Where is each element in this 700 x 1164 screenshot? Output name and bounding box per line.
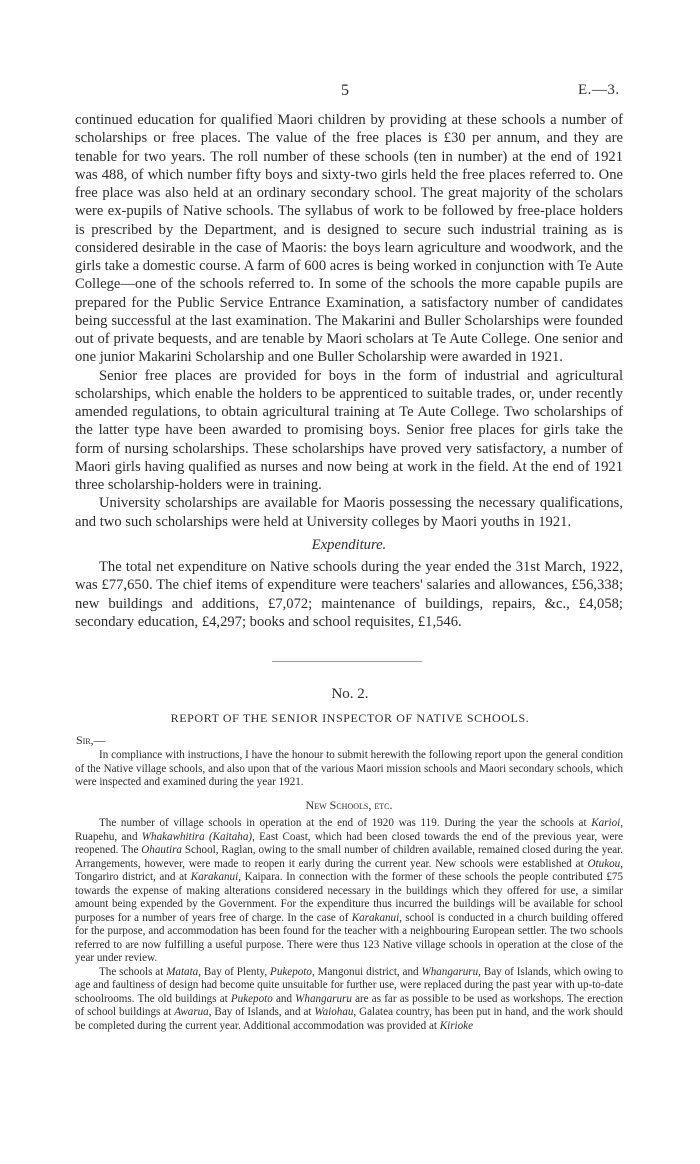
report-body xyxy=(75,749,623,1033)
italic-place-name: Karioi xyxy=(591,817,621,829)
paragraph-senior-free-places: Senior free places are provided for boys in the form of industrial and agricultural scholarships, which enable the holders to be apprenticed to suitable trades, or, under recently amended regulations, to obtain agricultural training at Te Aute College. Two scholarships of the latter type have been awarded to promising boys. Senior free places for girls take the form of nursing scholarships. These scholarships have proved very satisfactory, a number of Maori girls having qualified as nurses and now being at work in the field. At the end of 1921 three scholarship-holders were in training. xyxy=(75,367,623,493)
paragraph-university-scholarships: University scholarships are available for Maoris possessing the necessary qualifications, and two such scholarships were held at University colleges by Maori youths in 1921. xyxy=(75,495,623,530)
page-number: 5 xyxy=(341,82,349,99)
italic-place-name: Pukepoto xyxy=(230,992,273,1005)
italic-place-name: Kirioke xyxy=(439,1019,474,1032)
paragraph-replaced-schools: The schools at Matata, Bay of Plenty, Pukepoto, Mangonui district, and Whangaruru, Bay of Islands, which owing to age and faultiness of design had become quite unsuitable for further use, were replaced during the past year with up-to-date schoolrooms. The old buildings at Pukepoto and Whangaruru are as far as possible to be used as workshops. The erection of school buildings at Awarua, Bay of Islands, and at Waiohau, Galatea country, has been put in hand, and the work should be completed during the current year. Additional accommodation was provided at Kirioke xyxy=(75,965,624,1032)
paragraph-expenditure: The total net expenditure on Native schools during the year ended the 31st March, 1922, was £77,650. The chief items of expenditure were teachers' salaries and allowances, £56,338; new buildings and additions, £7,072; maintenance of buildings, repairs, &c., £4,058; secondary education, £4,297; books and school requisites, £1,546. xyxy=(75,559,623,630)
upper-section xyxy=(75,111,623,631)
paragraph-continued-education: continued education for qualified Maori children by providing at these schools a number of scholarships or free places. The value of the free places is £30 per annum, and they are tenable for two years. The roll number of these schools (ten in number) at the end of 1921 was 488, of which number fifty boys and sixty-two girls held the free places referred to. One free place was also held at an ordinary secondary school. The great majority of the scholars were ex-pupils of Native schools. The syllabus of work to be followed by free-place holders is prescribed by the Department, and is designed to secure such industrial training as is considered desirable in the case of Maoris: the boys learn agriculture and woodwork, and the girls take a domestic course. A farm of 600 acres is being worked in conjunction with Te Aute College—one of the schools referred to. In some of the schools the more capable pupils are prepared for the Public Service Entrance Examination, a satisfactory number of candidates being successful at the last examination. The Makarini and Buller Scholarships were founded out of private bequests, and are tenable by Maori scholars at Te Aute College. One senior and one junior Makarini Scholarship and one Buller Scholarship were awarded in 1921. xyxy=(75,112,623,366)
italic-place-name: Karakanui xyxy=(351,911,400,924)
paragraph-village-schools: The number of village schools in operation at the end of 1920 was 119. During the year the schools at Karioi, Ruapehu, and Whakawhitira (Kaitaha), East Coast, which had been closed towards the end of the previous year, were reopened. The Ohautira School, Raglan, owing to the small number of children available, remained closed during the year. Arrangements, however, were made to reopen it early during the current year. New schools were established at Otukou, Tongariro district, and at Karakanui, Kaipara. In connection with the former of these schools the people contributed £75 towards the expense of making alterations considered necessary in the buildings which they offered for use, a similar amount being expended by the Government. For the expenditure thus incurred the buildings will be available for school purposes for a number of years free of charge. In the case of Karakanui, school is conducted in a church building offered for the purpose, and accommodation has been found for the teacher with a neighbouring European settler. The two schools referred to are now fulfilling a useful purpose. There were thus 123 Native village schools in operation at the close of the year under review. xyxy=(75,817,624,964)
paragraph-intro: In compliance with instructions, I have the honour to submit herewith the following report upon the general condition of the Native village schools, and also upon that of the various Maori mission schools and Maori secondary schools, which were inspected and examined during the year 1921. xyxy=(75,749,623,788)
italic-place-name: Waiohau xyxy=(314,1006,354,1018)
report-number: No. 2. xyxy=(331,686,369,702)
italic-place-name: Matata xyxy=(166,965,199,978)
italic-place-name: Ohautira xyxy=(141,844,182,856)
new-schools-heading: New Schools, etc. xyxy=(305,797,393,812)
document-reference: E.—3. xyxy=(578,82,620,98)
italic-place-name: Whangaruru xyxy=(295,992,352,1005)
italic-place-name: Karakanui xyxy=(190,871,239,883)
italic-place-name: Pukepoto xyxy=(270,965,312,978)
italic-place-name: Whangaruru xyxy=(421,965,479,978)
salutation: Sir,— xyxy=(76,733,106,747)
italic-place-name: Awarua xyxy=(174,1006,209,1018)
section-divider xyxy=(272,661,422,662)
italic-place-name: Otukou xyxy=(587,857,621,870)
expenditure-heading: Expenditure. xyxy=(311,536,387,553)
report-title: REPORT OF THE SENIOR INSPECTOR OF NATIVE SCHOOLS. xyxy=(170,711,530,725)
italic-place-name: Whakawhitira (Kaitaha) xyxy=(141,830,253,843)
